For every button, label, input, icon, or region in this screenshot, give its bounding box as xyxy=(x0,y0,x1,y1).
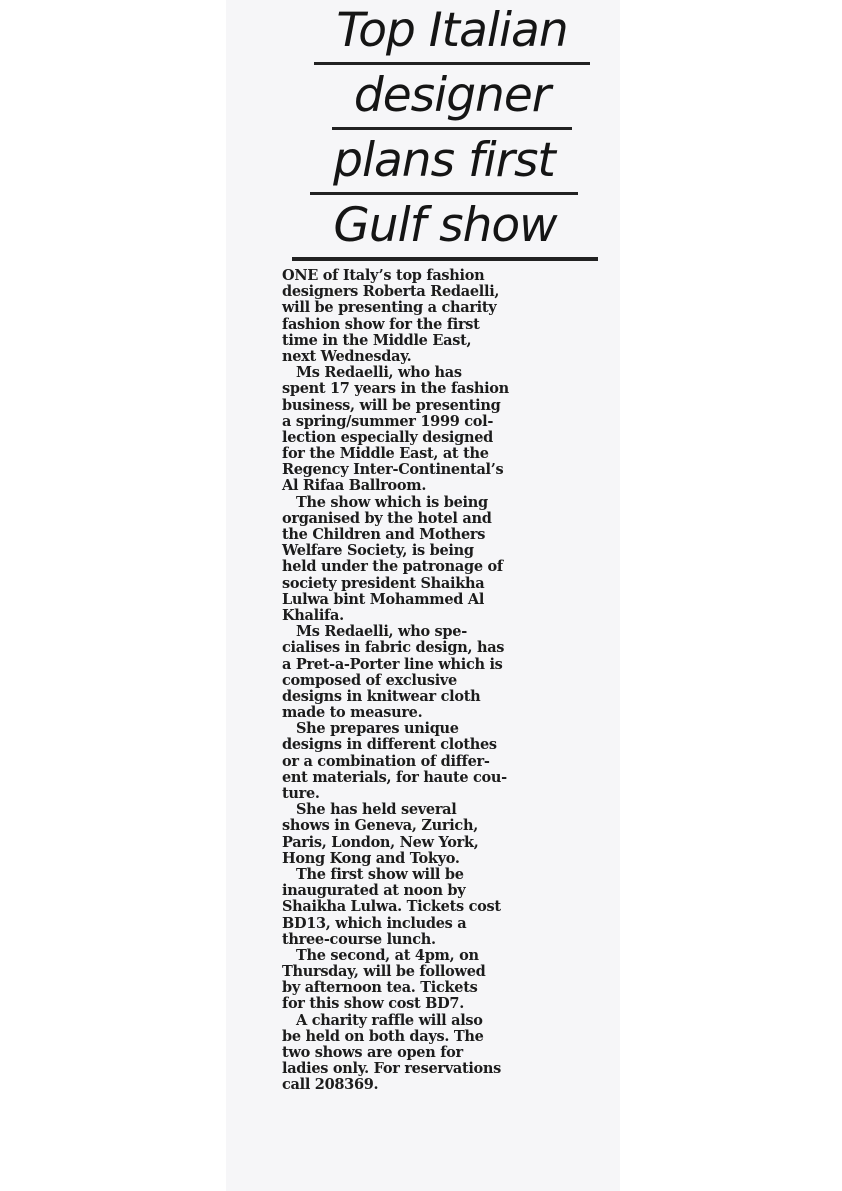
headline-line: Top Italian xyxy=(314,0,590,65)
article-line: organised by the hotel and xyxy=(282,509,492,527)
article-line: designs in different clothes xyxy=(282,736,497,754)
article-line: ture. xyxy=(282,785,320,802)
article-line: the Children and Mothers xyxy=(282,526,486,543)
article-line: ladies only. For reservations xyxy=(282,1060,502,1078)
article-line: designs in knitwear cloth xyxy=(282,687,481,705)
article-line: She prepares unique xyxy=(296,720,459,738)
article-line: Paris, London, New York, xyxy=(282,833,479,851)
article-line: two shows are open for xyxy=(282,1044,463,1061)
article-line: made to measure. xyxy=(282,704,423,722)
article-line: lection especially designed xyxy=(282,428,493,446)
article-line: Ms Redaelli, who spe- xyxy=(296,623,467,641)
article-line: ONE of Italy’s top fashion xyxy=(282,267,485,284)
article-line: A charity raffle will also xyxy=(296,1011,483,1029)
article-line: The second, at 4pm, on xyxy=(296,946,479,964)
article-line: by afternoon tea. Tickets xyxy=(282,979,478,997)
article-line: ent materials, for haute cou- xyxy=(282,768,507,786)
article-line: held under the patronage of xyxy=(282,558,503,576)
article-line: BD13, which includes a xyxy=(282,914,467,932)
headline-line: Gulf show xyxy=(292,195,598,261)
article-line: Shaikha Lulwa. Tickets cost xyxy=(282,898,501,916)
article-line: inaugurated at noon by xyxy=(282,882,466,900)
article-line: Lulwa bint Mohammed Al xyxy=(282,590,485,608)
article-line: will be presenting a charity xyxy=(282,299,497,317)
article-line: for the Middle East, at the xyxy=(282,445,489,463)
article-line: Ms Redaelli, who has xyxy=(296,364,462,382)
article-line: Khalifa. xyxy=(282,606,344,624)
article-line: next Wednesday. xyxy=(282,347,412,365)
article-body xyxy=(282,268,600,1094)
article-line: composed of exclusive xyxy=(282,671,457,689)
article-line: business, will be presenting xyxy=(282,396,501,414)
article-line: Hong Kong and Tokyo. xyxy=(282,849,460,867)
article-line: cialises in fabric design, has xyxy=(282,639,505,657)
article-line: time in the Middle East, xyxy=(282,331,472,349)
article-line: a spring/summer 1999 col- xyxy=(282,412,494,430)
article-line: be held on both days. The xyxy=(282,1027,484,1045)
article-line: The show which is being xyxy=(296,493,488,511)
headline-line: plans first xyxy=(310,130,578,195)
article-line: spent 17 years in the fashion xyxy=(282,380,509,398)
article-line: The first show will be xyxy=(296,865,464,883)
article-line: Al Rifaa Ballroom. xyxy=(282,477,427,495)
article-line: designers Roberta Redaelli, xyxy=(282,283,500,301)
article-line: Welfare Society, is being xyxy=(282,542,474,560)
article-line: society president Shaikha xyxy=(282,574,485,592)
article-line: three-course lunch. xyxy=(282,930,436,948)
article-line: fashion show for the first xyxy=(282,315,480,333)
article-line: for this show cost BD7. xyxy=(282,995,464,1013)
article-line: Thursday, will be followed xyxy=(282,963,486,981)
article-line: a Pret-a-Porter line which is xyxy=(282,655,503,673)
headline-line: designer xyxy=(332,65,572,130)
article-line: shows in Geneva, Zurich, xyxy=(282,817,478,835)
article-line: Regency Inter-Continental’s xyxy=(282,461,504,479)
article-line: call 208369. xyxy=(282,1076,379,1094)
article-line: or a combination of differ- xyxy=(282,752,490,770)
headline xyxy=(280,0,610,261)
article-line: She has held several xyxy=(296,801,457,819)
